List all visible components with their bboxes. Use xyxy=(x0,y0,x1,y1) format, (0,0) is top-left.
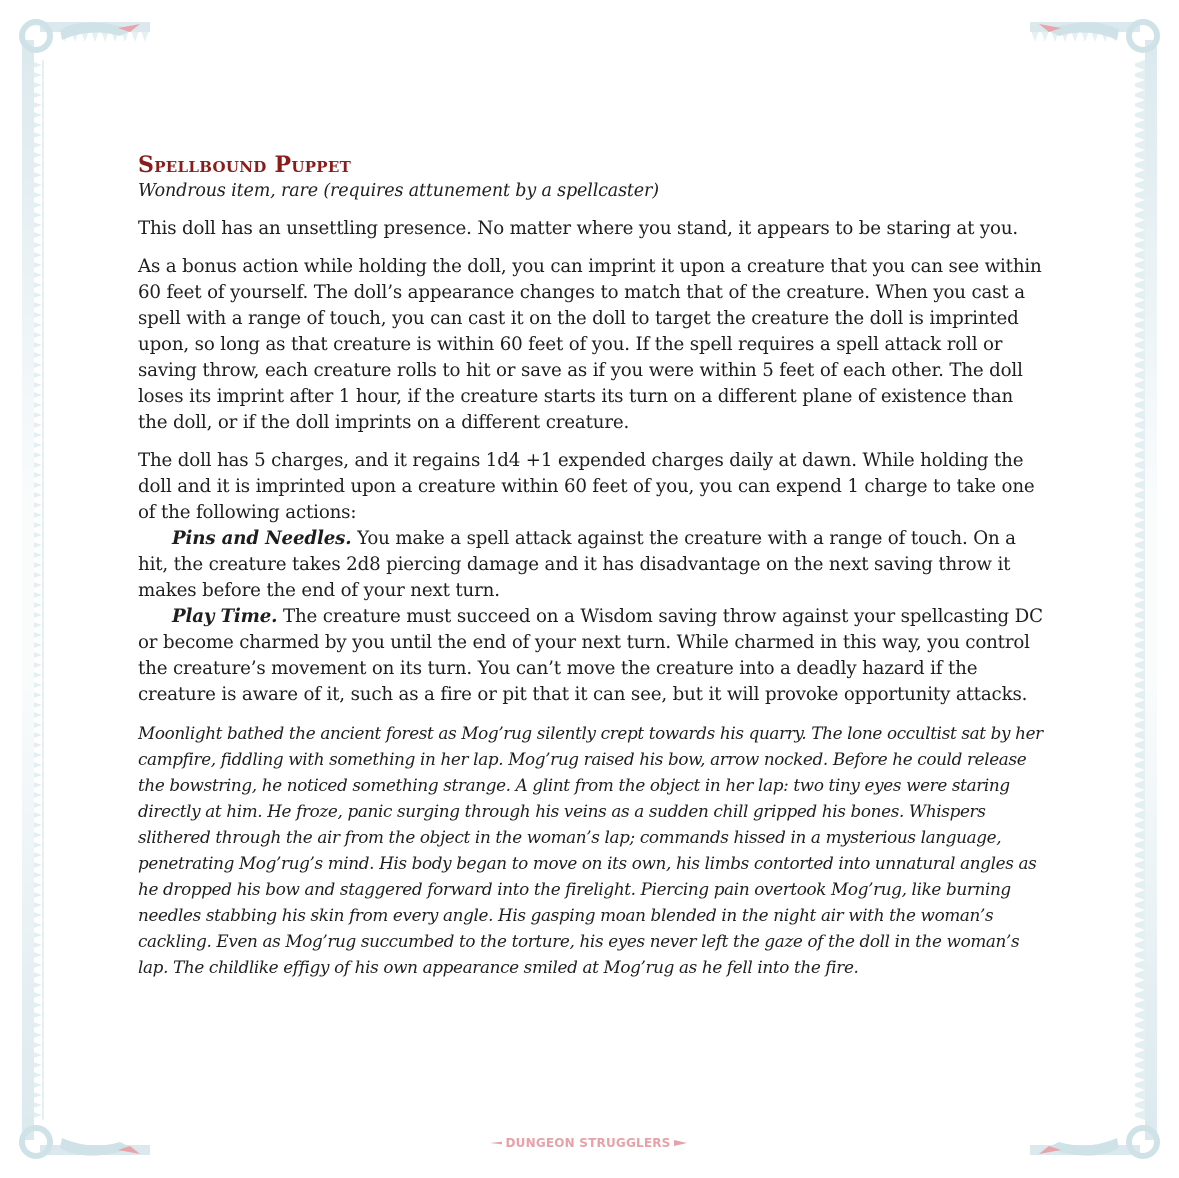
feature-name: Pins and Needles. xyxy=(172,528,352,549)
corner-serpent-icon xyxy=(1039,1128,1157,1156)
item-intro: This doll has an unsettling presence. No matter where you stand, it appears to be staring at you. xyxy=(138,218,1019,239)
footer-brand-text: DUNGEON STRUGGLERS xyxy=(502,1136,673,1150)
feature-play-time xyxy=(138,604,1043,708)
item-subtitle: Wondrous item, rare (requires attunement by a spellcaster) xyxy=(138,181,659,201)
corner-serpent-icon xyxy=(22,22,140,50)
item-entry xyxy=(138,152,1043,992)
corner-serpent-icon xyxy=(1039,22,1157,50)
footer-brand xyxy=(488,1134,688,1152)
corner-serpent-icon xyxy=(22,1128,140,1156)
feature-pins-and-needles xyxy=(138,526,1043,604)
item-charges-paragraph: The doll has 5 charges, and it regains 1d4 +1 expended charges daily at dawn. While holding the doll and it is imprinted upon a creature within 60 feet of you, you can expend 1 charge to take one of the following actions: xyxy=(138,450,1035,523)
feature-text: The creature must succeed on a Wisdom saving throw against your spellcasting DC or become charmed by you until the end of your next turn. While charmed in this way, you control the creature’s movement on its turn. You can’t move the creature into a deadly hazard if the creature is aware of it, such as a fire or pit that it can see, but it will provoke opportunity attacks. xyxy=(138,606,1043,705)
item-imprint-paragraph: As a bonus action while holding the doll, you can imprint it upon a creature that you can see within 60 feet of yourself. The doll’s appearance changes to match that of the creature. When you cast a spell with a range of touch, you can cast it on the doll to target the creature the doll is imprinted upon, so long as that creature is within 60 feet of you. If the spell requires a spell attack roll or saving throw, each creature rolls to hit or save as if you were within 5 feet of each other. The doll loses its imprint after 1 hour, if the creature starts its turn on a different plane of existence than the doll, or if the doll imprints on a different creature. xyxy=(138,256,1042,433)
feature-name: Play Time. xyxy=(172,606,278,627)
feature-text: You make a spell attack against the creature with a range of touch. On a hit, the creature takes 2d8 piercing damage and it has disadvantage on the next saving throw it makes before the end of your next turn. xyxy=(138,528,1016,601)
lore-text: Moonlight bathed the ancient forest as Mog’rug silently crept towards his quarry. The lone occultist sat by her campfire, fiddling with something in her lap. Mog’rug raised his bow, arrow nocked. Before he could release the bowstring, he noticed something strange. A glint from the object in her lap: two tiny eyes were staring directly at him. He froze, panic surging through his veins as a sudden chill gripped his bones. Whispers slithered through the air from the object in the woman’s lap; commands hissed in a mysterious language, penetrating Mog’rug’s mind. His body began to move on its own, his limbs contorted into unnatural angles as he dropped his bow and staggered forward into the firelight. Piercing pain overtook Mog’rug, like burning needles stabbing his skin from every angle. His gasping moan blended in the night air with the woman’s cackling. Even as Mog’rug succumbed to the torture, his eyes never left the gaze of the doll in the woman’s lap. The childlike effigy of his own appearance smiled at Mog’rug as he fell into the fire. xyxy=(138,723,1043,977)
item-title: Spellbound Puppet xyxy=(138,152,352,178)
